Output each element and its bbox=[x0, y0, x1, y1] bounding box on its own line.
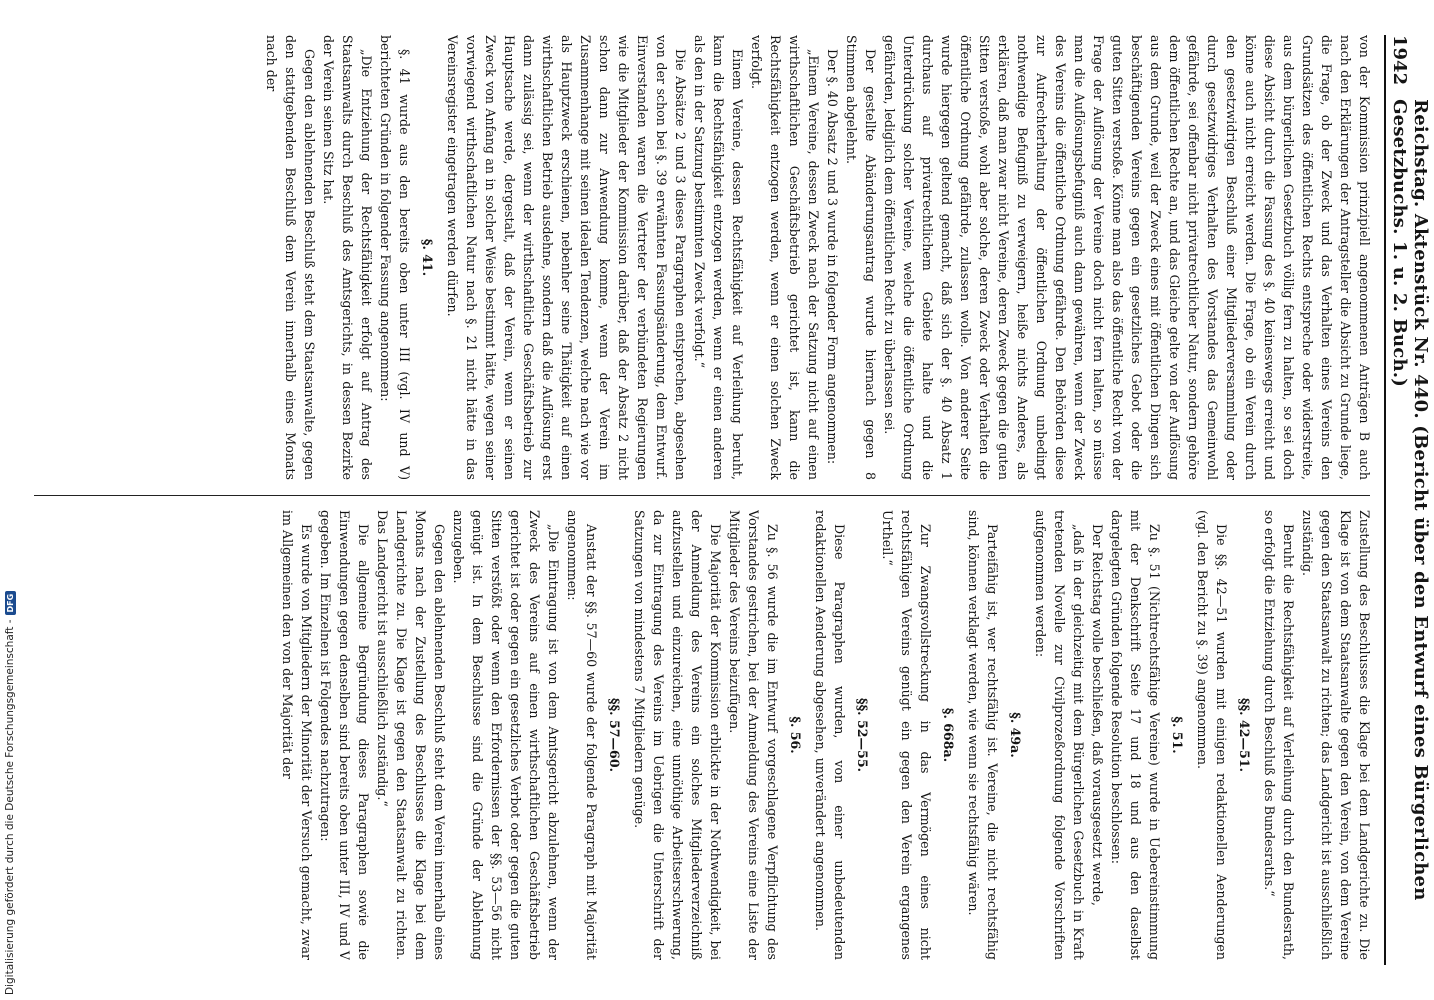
column-divider bbox=[34, 495, 1370, 496]
paragraph: Diese Paragraphen wurden, von einer unbedeutenden redaktionellen Aenderung abgesehen, unverändert angenommen. bbox=[813, 510, 847, 960]
running-title: Reichstag. Aktenstück Nr. 440. (Bericht über den Entwurf eines Bürgerlichen Gesetzbuchs. 1. u. 2. Buch.) bbox=[1389, 99, 1431, 901]
dfg-logo: DFG bbox=[5, 591, 16, 616]
quoted-paragraph: Gegen den ablehnenden Beschluß steht dem Staatsanwalte, gegen den stattgebenden Beschluß dem Verein innerhalb eines Monats nach der bbox=[264, 35, 317, 480]
section-heading: §§. 42—51. bbox=[1237, 698, 1252, 772]
document-page bbox=[24, 35, 1431, 965]
section-heading: §§. 52—55. bbox=[855, 698, 870, 772]
paragraph: §. 41 wurde aus den bereits oben unter III (vgl. IV und V) berichteten Gründen in folgender Fassung angenommen: bbox=[378, 35, 412, 480]
left-column bbox=[34, 35, 1374, 480]
paragraph: Zu §. 56 wurde die im Entwurf vorgeschlagene Verpflichtung des Vorstandes gestrichen, bei der Anmeldung des Vereins eine Liste der Mitglieder des Vereins beizufügen. bbox=[727, 510, 780, 960]
paragraph: Zustellung des Beschlusses die Klage bei dem Landgerichte zu. Die Klage ist von dem Staatsanwalte gegen den Verein, von dem Vereine gegen den Staatsanwalt zu richten; das Landgericht ist ausschließlich zuständig. bbox=[1300, 510, 1372, 960]
digitization-credit bbox=[4, 0, 16, 995]
section-heading: §. 41. bbox=[420, 238, 435, 277]
paragraph: Der gestellte Abänderungsantrag wurde hiernach gegen 8 Stimmen abgelehnt. bbox=[844, 35, 878, 480]
quoted-paragraph: „daß in der gleichzeitig mit dem Bürgerlichen Gesetzbuch in Kraft tretenden Novelle zur Civilprozeßordnung folgende Vorschriften aufgenommen werden: bbox=[1033, 510, 1086, 960]
paragraph: Die Majorität der Kommission erblickte in der Nothwendigkeit, bei der Anmeldung des Vereins ein solches Mitgliederverzeichniß aufzustellen und einzureichen, eine unnöthige Arbeitserschwerung, da zur Eintragung des Vereins im Uebrigen die Unterschrift der Satzungen von mindestens 7 Mitgliedern genüge. bbox=[632, 510, 723, 960]
paragraph: Beruht die Rechtsfähigkeit auf Verleihung durch den Bundesrath, so erfolgt die Entziehung durch Beschluß des Bundesraths.“ bbox=[1262, 510, 1296, 960]
quoted-paragraph: Gegen den ablehnenden Beschluß steht dem Verein innerhalb eines Monats nach der Zustellung des Beschlusses die Klage bei dem Landgerichte zu. Die Klage ist gegen den Staatsanwalt zu richten. Das Landgericht ist ausschließlich zuständig.“ bbox=[375, 510, 447, 960]
section-heading: §. 668a. bbox=[941, 707, 956, 763]
paragraph: Die §§. 42—51 wurden mit einigen redaktionellen Aenderungen (vgl. den Bericht zu §. 39) angenommen. bbox=[1195, 510, 1229, 960]
credit-text: Digitalisierung gefördert durch die Deutsche Forschungsgemeinschaft - bbox=[4, 619, 16, 995]
quoted-paragraph: „Einem Vereine, dessen Zweck nach der Satzung nicht auf einen wirthschaftlichen Geschäftsbetrieb gerichtet ist, kann die Rechtsfähigkeit entzogen werden, wenn er einen solchen Zweck verfolgt. bbox=[749, 35, 821, 480]
paragraph: Parteifähig ist, wer rechtsfähig ist. Vereine, die nicht rechtsfähig sind, können verklagt werden, wie wenn sie rechtsfähig wären. bbox=[966, 510, 1000, 960]
paragraph: Die allgemeine Begründung dieses Paragraphen sowie die Einwendungen gegen denselben sind bereits oben unter III, IV und V gegeben. Im Einzelnen ist Folgendes nachzutragen: bbox=[318, 510, 371, 960]
page-number: 1942 bbox=[1389, 35, 1410, 86]
right-column bbox=[34, 510, 1374, 960]
paragraph: Es wurde von Mitgliedern der Minorität der Versuch gemacht, zwar im Allgemeinen den von der Majorität der bbox=[280, 510, 314, 960]
paragraph: Der §. 40 Absatz 2 und 3 wurde in folgender Form angenommen: bbox=[825, 49, 840, 465]
quoted-paragraph: „Die Eintragung ist von dem Amtsgericht abzulehnen, wenn der Zweck des Vereins auf einen wirthschaftlichen Geschäftsbetrieb gerichtet ist oder gegen ein gesetzliches Verbot oder gegen die guten Sitten verstößt oder wenn den Erfordernissen der §§. 53—56 nicht genügt ist. In dem Beschlusse sind die Gründe der Ablehnung anzugeben. bbox=[451, 510, 561, 960]
section-heading: §. 56. bbox=[788, 716, 803, 754]
page-header bbox=[1384, 35, 1431, 965]
paragraph: Zur Zwangsvollstreckung in das Vermögen eines nicht rechtsfähigen Vereins genügt ein gegen den Verein ergangenes Urtheil.“ bbox=[880, 510, 933, 960]
section-heading: §. 49a. bbox=[1008, 712, 1023, 758]
paragraph: Zu §. 51 (Nichtrechtsfähige Vereine) wurde in Uebereinstimmung mit der Denkschrift Seite 17 und 18 und aus den daselbst dargelegten Gründen folgende Resolution beschlossen: bbox=[1109, 510, 1162, 960]
quoted-paragraph: „Die Entziehung der Rechtsfähigkeit erfolgt auf Antrag des Staatsanwalts durch Beschluß des Amtsgerichts, in dessen Bezirke der Verein seinen Sitz hat. bbox=[321, 35, 374, 480]
paragraph: Anstatt der §§. 57—60 wurde der folgende Paragraph mit Majorität angenommen: bbox=[565, 510, 599, 960]
section-heading: §. 51. bbox=[1170, 716, 1185, 754]
paragraph: Der Reichstag wolle beschließen, daß vorausgesetzt werde, bbox=[1090, 524, 1105, 907]
section-heading: §§. 57—60. bbox=[607, 698, 622, 772]
quoted-paragraph: Einem Vereine, dessen Rechtsfähigkeit auf Verleihung beruht, kann die Rechtsfähigkeit entzogen werden, wenn er einen anderen als den in der Satzung bestimmten Zweck verfolgt.“ bbox=[692, 35, 745, 480]
paragraph: Die Absätze 2 und 3 dieses Paragraphen entsprechen, abgesehen von der schon bei §. 39 erwähnten Fassungsänderung, dem Entwurf. Einverstanden waren die Vertreter der verbündeten Regierungen wie die Mitglieder der Kommission darüber, daß der Absatz 2 nicht schon dann zur Anwendung komme, wenn der Verein im Zusammenhange mit seinen idealen Tendenzen, welche nach wie vor als Hauptzweck erschienen, nebenher seine Thätigkeit auf einen wirthschaftlichen Betrieb ausdehne, sondern daß die Auflösung erst dann zulässig sei, wenn der wirthschaftliche Geschäftsbetrieb zur Hauptsache werde, dergestalt, daß der Verein, wenn er seinen Zweck von Anfang an in solcher Weise bestimmt hätte, wegen seiner vorwiegend wirthschaftlichen Natur nach §. 21 nicht hätte in das Vereinsregister eingetragen werden dürfen. bbox=[445, 35, 688, 480]
paragraph: von der Kommission prinzipiell angenommenen Anträgen B auch nach den Erklärungen der Antragsteller die Absicht zu Grunde liege, die Frage, ob der Zweck und das Verhalten eines Vereins den Grundsätzen des öffentlichen Rechts entspreche oder widerstreite, aus dem bürgerlichen Gesetzbuch völlig fern zu halten, so sei doch diese Absicht durch die Fassung des §. 40 keineswegs erreicht und könne auch nicht erreicht werden. Die Frage, ob ein Verein durch den gesetzwidrigen Beschluß einer Mitgliederversammlung oder durch gesetzwidriges Verhalten des Vorstandes das Gemeinwohl gefährde, sei offenbar nicht privatrechtlicher Natur, sondern gehöre dem öffentlichen Rechte an, und das Gleiche gelte von der Auflösung aus dem Grunde, weil der Zweck eines mit öffentlichen Dingen sich beschäftigenden Vereins gegen ein gesetzliches Gebot oder die guten Sitten verstoße. Könne man also das öffentliche Recht von der Frage der Auflösung der Vereine doch nicht fern halten, so müsse man die Auflösungsbefugniß auch dann gewähren, wenn der Zweck des Vereins die öffentliche Ordnung gefährde. Den Behörden diese zur Aufrechterhaltung der öffentlichen Ordnung unbedingt nothwendige Befugniß zu verweigern, heiße nichts Anderes, als erklären, daß man zwar nicht Vereine, deren Zweck gegen die guten Sitten verstoße, wohl aber solche, deren Zweck oder Verhalten die öffentliche Ordnung gefährde, zulassen wolle. Von anderer Seite wurde hiergegen geltend gemacht, daß sich der §. 40 Absatz 1 durchaus auf privatrechtlichem Gebiete halte und die Unterdrückung solcher Vereine, welche die öffentliche Ordnung gefährden, lediglich dem öffentlichen Recht zu überlassen sei. bbox=[882, 35, 1372, 480]
